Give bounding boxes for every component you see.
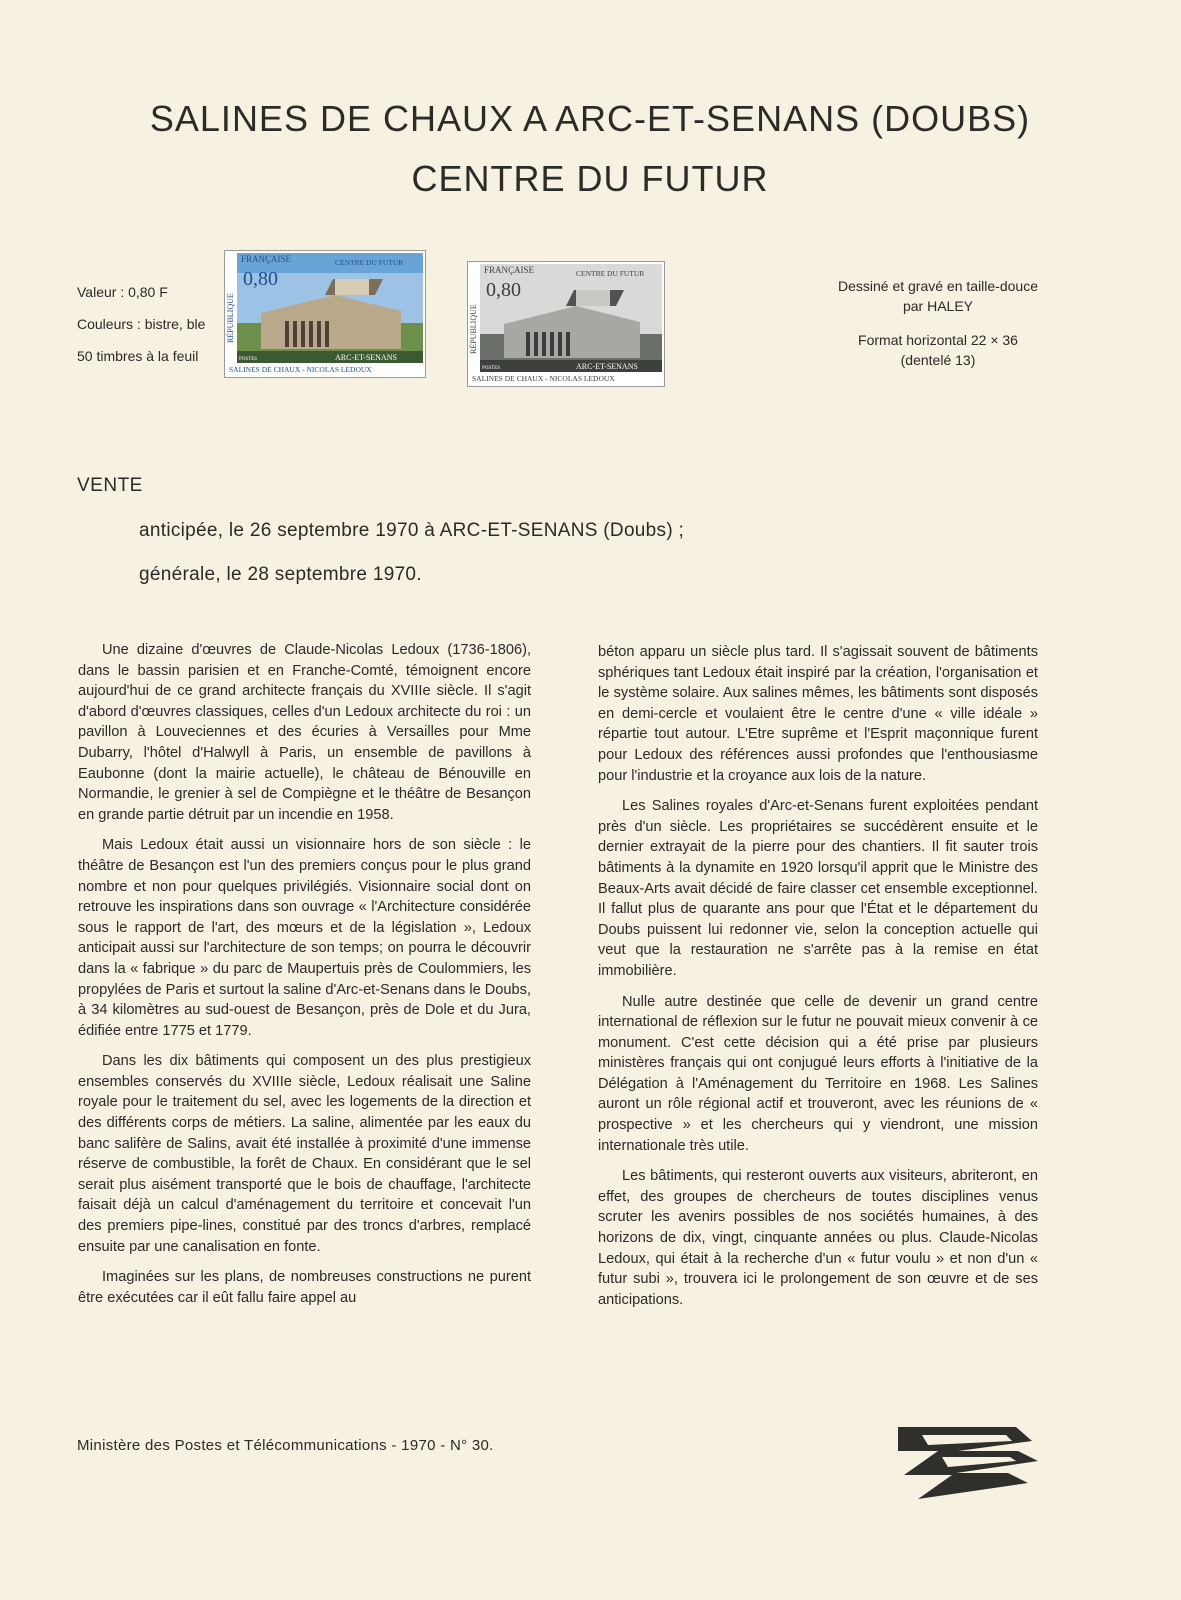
stamp-country-label: FRANÇAISE [241,254,292,264]
article-column-left [78,640,531,1318]
stamp-value-label: 0,80 [243,268,278,290]
spec-timbres: 50 timbres à la feuil [77,348,199,364]
paragraph: Imaginées sur les plans, de nombreuses constructions ne purent être exécutées car il eût fallu faire appel au [78,1269,531,1306]
stamp-color [224,250,426,378]
paragraph: Mais Ledoux était aussi un visionnaire hors de son siècle : le théâtre de Besançon est l'un des premiers conçus pour le plus grand nombre et non pour quelques privilégiés. Visionnaire social dont on retrouve les inspirations dans son ouvrage « l'Architecture considérée sous le rapport de l'art, des mœurs et de la législation », Ledoux anticipait aussi sur l'architecture de son temps; on pourra le découvrir dans la « fabrique » du parc de Maupertuis près de Coulommiers, les propylées de Paris et surtout la saline d'Arc-et-Senans dans le Doubs, à 34 kilomètres au sud-ouest de Besançon, près de Dole et du Jura, édifiée entre 1775 et 1779. [78,837,532,1039]
spec-format-1: Format horizontal 22 × 36 [858,332,1018,348]
stamp2-country-label: FRANÇAISE [484,265,535,275]
paragraph: Une dizaine d'œuvres de Claude-Nicolas Ledoux (1736-1806), dans le bassin parisien et en Franche-Comté, témoignent encore aujourd'hui de ce grand architecte français du XVIIIe siècle. Il s'agit d'abord d'œuvres classiques, celles d'un Ledoux architecte du roi : un pavillon à Louveciennes et des écuries à Versailles pour Mme Dubarry, l'hôtel d'Halwyll à Paris, un ensemble de pavillons à Eaubonne (dont la mairie actuelle), le château de Bénouville en Normandie, le grenier à sel de Compiègne et le théâtre de Besançon en grande partie détruit par un incendie en 1958. [78,642,531,823]
paragraph: Nulle autre destinée que celle de devenir un grand centre international de réflexion sur le futur ne pouvait mieux convenir à ce monument. C'est cette décision qui a été prise par plusieurs ministères français qui ont conjugué leurs efforts à l'initiative de la Délégation à l'Aménagement du Territoire en 1968. Les Salines auront un rôle régional actif et trouveront, avec les réunions de « prospective » et les chercheurs qui y viendront, une mission internationale très utile. [598,993,1038,1154]
vente-heading: VENTE [77,475,143,496]
stamp2-postes-label: POSTES [482,366,501,371]
stamp2-bottom-label: SALINES DE CHAUX - NICOLAS LEDOUX [472,374,615,383]
paragraph: Les Salines royales d'Arc-et-Senans furent exploitées pendant près d'un siècle. Les propriétaires se succédèrent ensuite et le dernier extrayait de la pierre pour des chantiers. Il fit sauter trois bâtiments à la dynamite en 1920 lorsqu'il apprit que le Ministre des Beaux-Arts avait décidé de faire classer cet ensemble exceptionnel. Il fallut plus de quarante ans pour que l'État et le département du Doubs puissent lui redonner vie, selon la conception actuelle qui veut que la restauration ne s'arrête pas à la remise en état immobilière. [598,798,1038,979]
stamp-caption-label: CENTRE DU FUTUR [335,258,404,267]
stamp-color-artwork [225,251,425,377]
spec-designer-1: Dessiné et gravé en taille-douce [837,278,1038,294]
specs-right [818,276,1058,370]
stamp2-republic-label: RÉPUBLIQUE [469,304,478,354]
spec-format-2: (dentelé 13) [900,352,976,368]
postes-arrow-logo-icon [898,1421,1038,1501]
article-column-right [598,642,1038,1320]
spec-designer-2: par HALEY [902,298,974,314]
spec-valeur: Valeur : 0,80 F [77,284,168,300]
spec-couleurs: Couleurs : bistre, ble [77,316,206,332]
vente-generale: générale, le 28 septembre 1970. [139,564,422,585]
vente-anticipee: anticipée, le 26 septembre 1970 à ARC-ET-SENANS (Doubs) ; [139,520,685,541]
stamp-place-label: ARC-ET-SENANS [335,353,397,362]
stamp-bottom-label: SALINES DE CHAUX - NICOLAS LEDOUX [229,365,372,374]
stamp2-caption-label: CENTRE DU FUTUR [576,269,645,278]
page-subtitle: CENTRE DU FUTUR [411,158,769,199]
page-title: SALINES DE CHAUX A ARC-ET-SENANS (DOUBS) [149,98,1031,139]
paragraph: Les bâtiments, qui resteront ouverts aux visiteurs, abriteront, en effet, des groupes de chercheurs de toutes disciplines venus scruter les avenirs possibles de nos sociétés humaines, à des horizons de dix, vingt, cinquante années ou plus. Claude-Nicolas Ledoux, qui était à la recherche d'un « futur voulu » et non d'un « futur subi », trouvera ici le prolongement de son œuvre et de ses anticipations. [598,1168,1038,1308]
paragraph: béton apparu un siècle plus tard. Il s'agissait souvent de bâtiments sphériques tant Ledoux était inspiré par la création, l'organisation et le système solaire. Aux salines mêmes, les bâtiments sont disposés en demi-cercle et voulaient être le centre d'une « ville idéale » répartie tout autour. L'Etre suprême et l'Esprit maçonnique furent pour Ledoux des références aussi profondes que l'enthousiasme pour l'industrie et la croyance aux lois de la nature. [598,644,1038,784]
paragraph: Dans les dix bâtiments qui composent un des plus prestigieux ensembles conservés du XVIIIe siècle, Ledoux réalisait une Saline royale pour le traitement du sel, avec les logements de la direction et des différents corps de métiers. La saline, alimentée par les eaux du banc salifère de Salins, avait été installée à proximité d'une immense réserve de combustible, la forêt de Chaux. En considérant que le sel serait plus aisément transporté que le bois de chauffage, l'architecte faisait déjà un calcul d'aménagement du territoire et concevait l'un des premiers pipe-lines, constitué par des troncs d'arbres, remplacé ensuite par une canalisation en fonte. [78,1053,531,1255]
stamp2-value-label: 0,80 [486,279,521,301]
specs-left [77,282,219,378]
stamp-republic-label: RÉPUBLIQUE [226,293,235,343]
stamp-postes-label: POSTES [239,357,258,362]
stamp2-place-label: ARC-ET-SENANS [576,362,638,371]
stamp-mono [467,261,665,387]
footer-credit: Ministère des Postes et Télécommunications - 1970 - N° 30. [77,1437,494,1454]
stamp-mono-artwork [468,262,664,386]
